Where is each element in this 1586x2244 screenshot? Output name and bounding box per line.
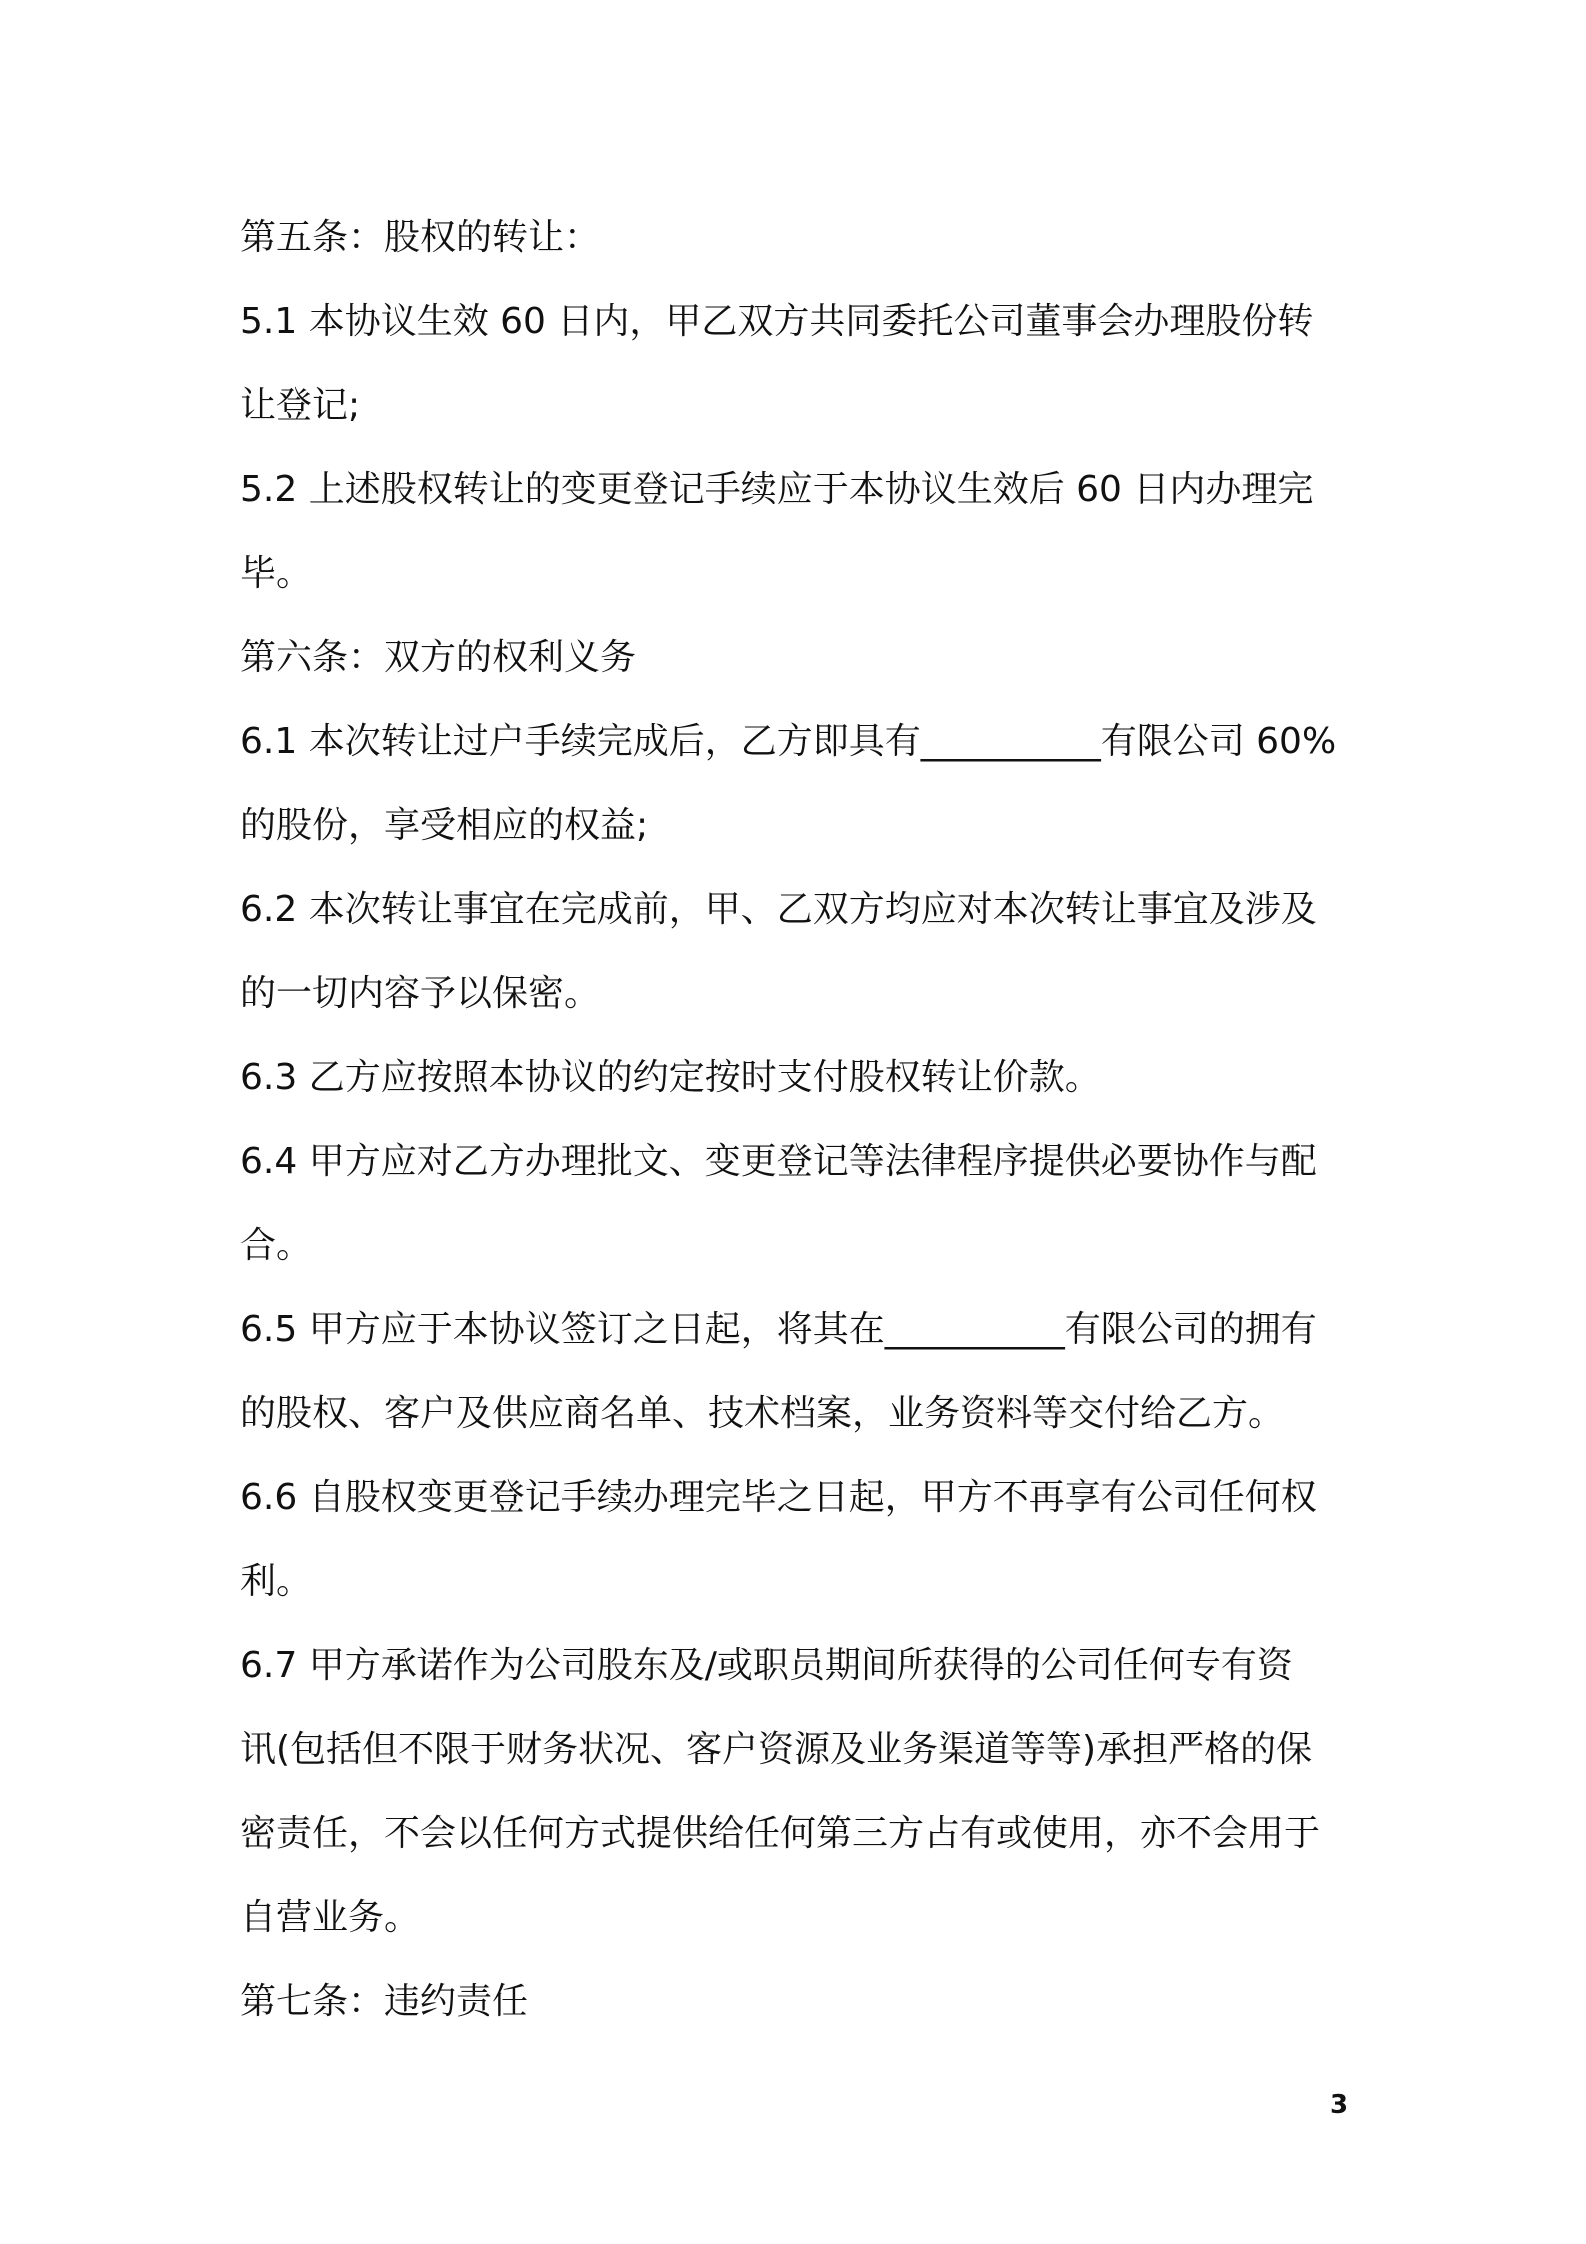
clause-5-2-line-2: 毕。 [240,553,313,594]
clause-6-5-line-1: 6.5 甲方应于本协议签订之日起，将其在__________有限公司的拥有 [240,1309,1317,1350]
clause-6-6-line-1: 6.6 自股权变更登记手续办理完毕之日起，甲方不再享有公司任何权 [240,1477,1317,1518]
article-7-heading: 第七条：违约责任 [240,1981,529,2022]
clause-6-4-line-2: 合。 [240,1225,313,1266]
clause-6-2-line-1: 6.2 本次转让事宜在完成前，甲、乙双方均应对本次转让事宜及涉及 [240,889,1317,930]
clause-6-2-line-2: 的一切内容予以保密。 [240,973,601,1014]
document-body [240,196,1360,2044]
clause-6-5-line-2: 的股权、客户及供应商名单、技术档案，业务资料等交付给乙方。 [240,1393,1285,1434]
clause-5-1-line-2: 让登记; [240,385,361,426]
clause-6-6-line-2: 利。 [240,1561,313,1602]
clause-5-1-line-1: 5.1 本协议生效 60 日内，甲乙双方共同委托公司董事会办理股份转 [240,301,1314,342]
clause-5-2-line-1: 5.2 上述股权转让的变更登记手续应于本协议生效后 60 日内办理完 [240,469,1314,510]
clause-6-1-line-2: 的股份，享受相应的权益; [240,805,649,846]
clause-6-7-line-1: 6.7 甲方承诺作为公司股东及/或职员期间所获得的公司任何专有资 [240,1645,1293,1686]
clause-6-3-line-1: 6.3 乙方应按照本协议的约定按时支付股权转让价款。 [240,1057,1101,1098]
clause-6-7-line-2: 讯(包括但不限于财务状况、客户资源及业务渠道等等)承担严格的保 [240,1729,1313,1770]
page-number: 3 [1330,2090,1349,2120]
clause-6-4-line-1: 6.4 甲方应对乙方办理批文、变更登记等法律程序提供必要协作与配 [240,1141,1317,1182]
clause-6-7-line-3: 密责任，不会以任何方式提供给任何第三方占有或使用，亦不会用于 [240,1813,1321,1854]
clause-6-7-line-4: 自营业务。 [240,1897,421,1938]
clause-6-1-line-1: 6.1 本次转让过户手续完成后，乙方即具有__________有限公司 60% [240,721,1337,762]
article-6-heading: 第六条：双方的权利义务 [240,637,637,678]
article-5-heading: 第五条：股权的转让： [240,217,601,258]
